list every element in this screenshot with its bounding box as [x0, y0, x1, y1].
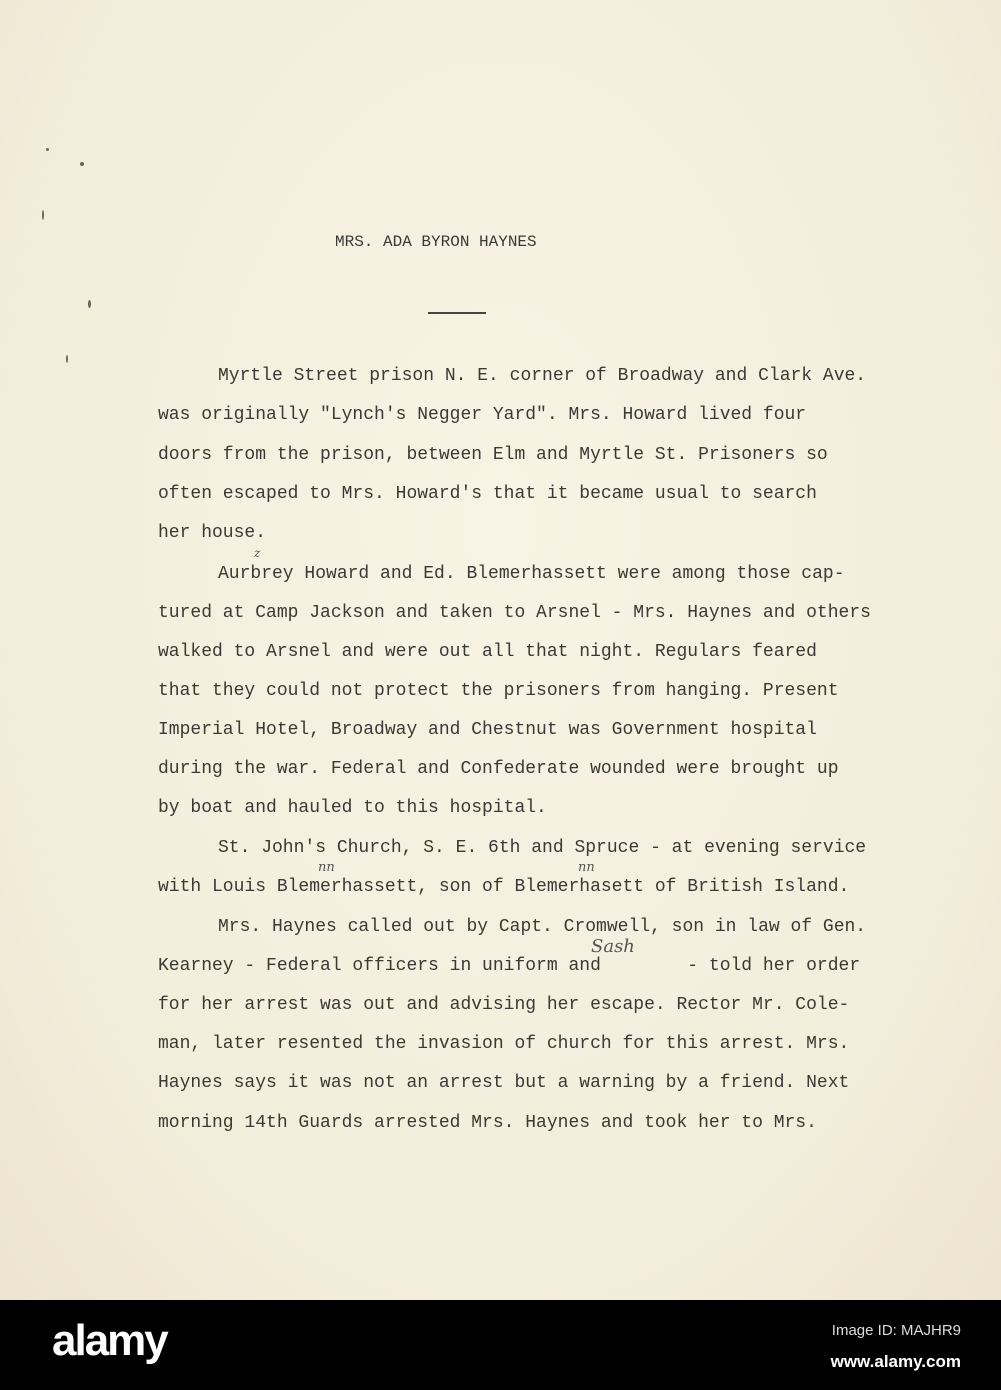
text-line: was originally "Lynch's Negger Yard". Mrs. Howard lived four — [158, 405, 807, 425]
text-line: St. John's Church, S. E. 6th and Spruce - at evening service — [218, 838, 867, 858]
paper-speck — [46, 148, 49, 151]
text-line: tured at Camp Jackson and taken to Arsnel - Mrs. Haynes and others — [158, 603, 871, 623]
text-line: Kearney - Federal officers in uniform and - told her order — [158, 956, 861, 976]
handwritten-correction: z — [254, 546, 261, 560]
text-line: Mrs. Haynes called out by Capt. Cromwell, son in law of Gen. — [218, 917, 867, 937]
handwritten-word: Sash — [591, 936, 635, 957]
text-line: often escaped to Mrs. Howard's that it became usual to search — [158, 484, 817, 504]
text-line: man, later resented the invasion of church for this arrest. Mrs. — [158, 1034, 850, 1054]
handwritten-correction: nn — [318, 860, 335, 875]
document-title: MRS. ADA BYRON HAYNES — [335, 233, 537, 251]
alamy-logo: alamy — [52, 1316, 167, 1365]
text-line: morning 14th Guards arrested Mrs. Haynes and took her to Mrs. — [158, 1113, 817, 1133]
text-line: walked to Arsnel and were out all that night. Regulars feared — [158, 642, 817, 662]
text-line: her house. — [158, 523, 267, 543]
text-line: Haynes says it was not an arrest but a warning by a friend. Next — [158, 1073, 850, 1093]
text-line: with Louis Blemerhassett, son of Blemerhasett of British Island. — [158, 877, 850, 897]
paper-speck — [42, 210, 44, 220]
text-line: Aurbrey Howard and Ed. Blemerhassett were among those cap- — [218, 564, 845, 584]
handwritten-correction: nn — [578, 860, 595, 875]
text-line: by boat and hauled to this hospital. — [158, 798, 547, 818]
site-url: www.alamy.com — [830, 1352, 961, 1371]
text-line: during the war. Federal and Confederate wounded were brought up — [158, 759, 839, 779]
text-line: that they could not protect the prisoners from hanging. Present — [158, 681, 839, 701]
watermark-footer — [0, 1300, 1001, 1390]
paper-speck — [88, 300, 91, 308]
text-line: Myrtle Street prison N. E. corner of Broadway and Clark Ave. — [218, 366, 867, 386]
text-line: Imperial Hotel, Broadway and Chestnut was Government hospital — [158, 720, 817, 740]
title-underline — [428, 312, 486, 314]
image-id: Image ID: MAJHR9 — [831, 1322, 961, 1339]
paper-speck — [80, 162, 84, 166]
text-line: for her arrest was out and advising her escape. Rector Mr. Cole- — [158, 995, 850, 1015]
paper-speck — [66, 355, 68, 363]
text-line: doors from the prison, between Elm and Myrtle St. Prisoners so — [158, 445, 828, 465]
